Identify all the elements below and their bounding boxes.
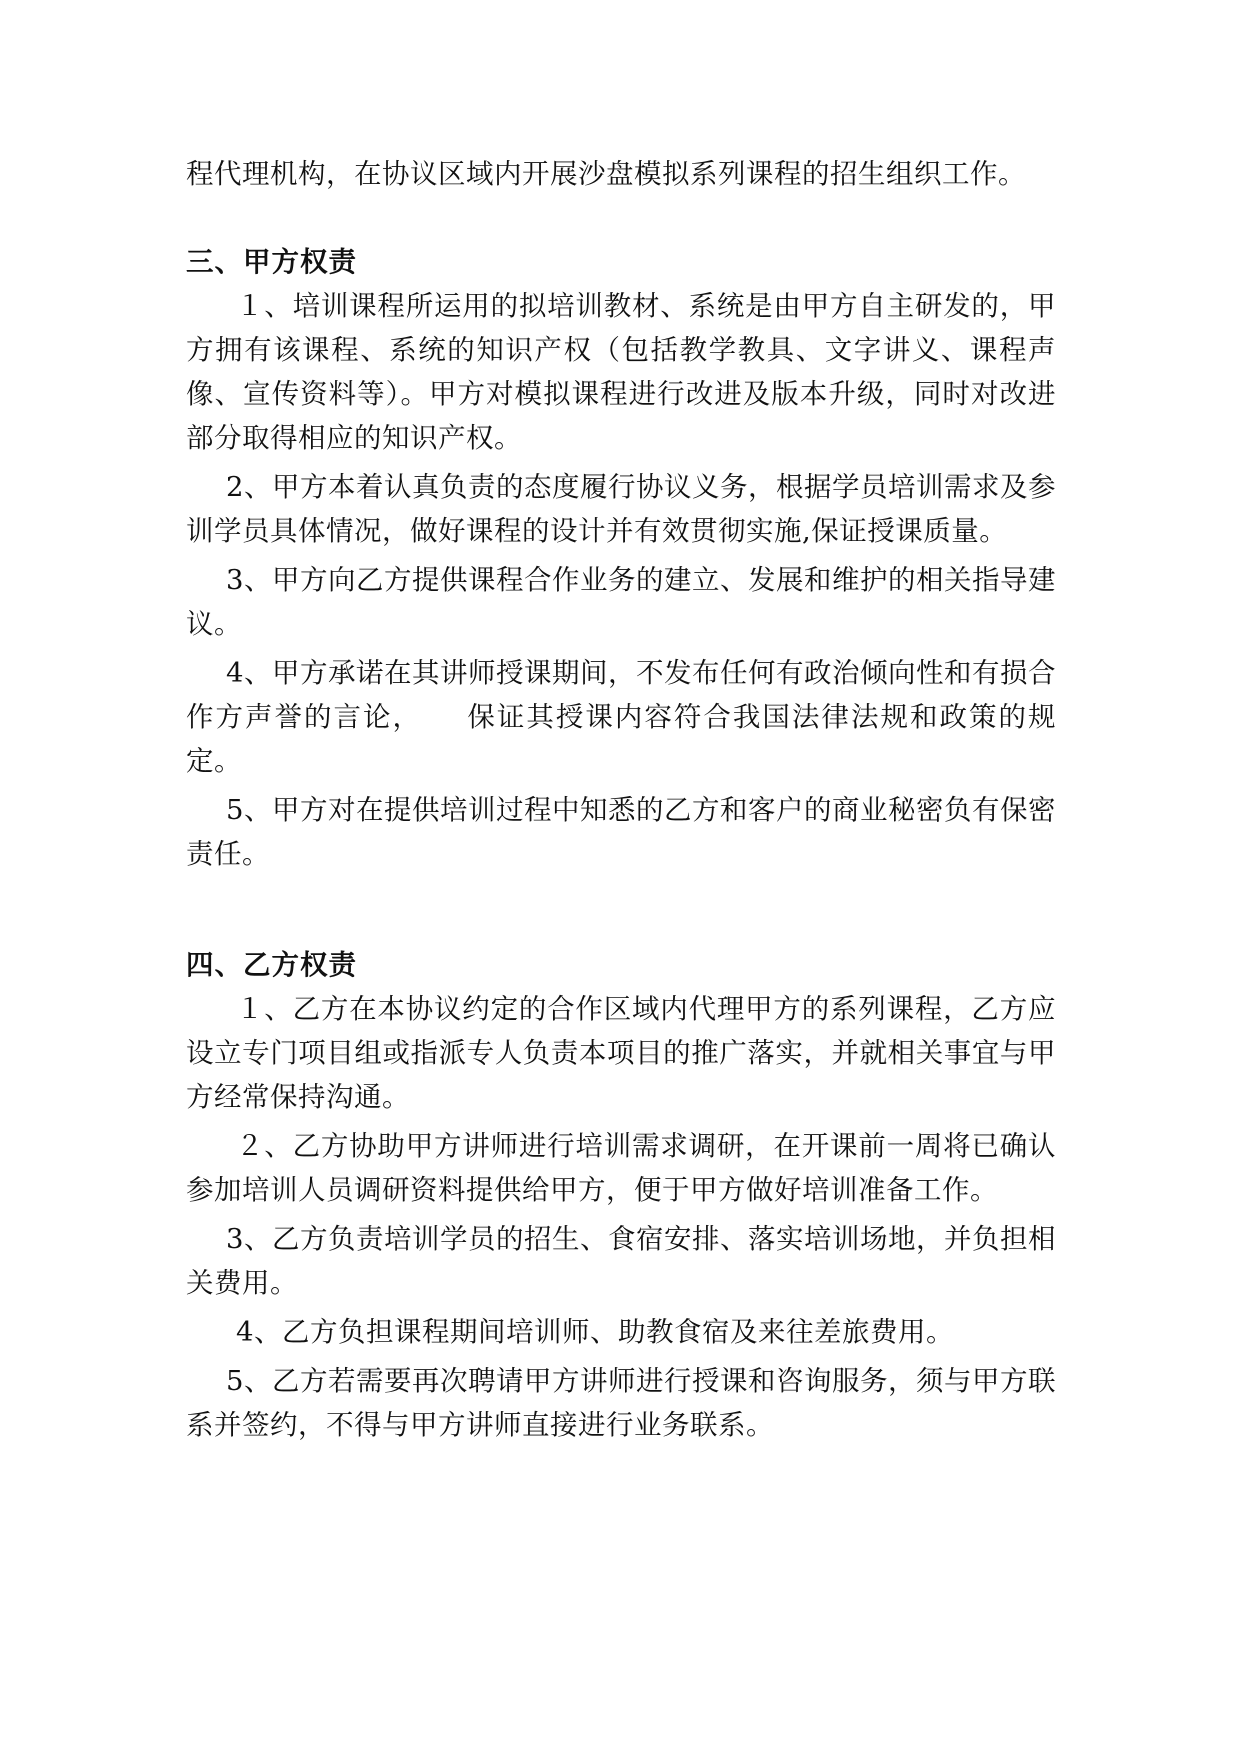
intro-line: 程代理机构，在协议区域内开展沙盘模拟系列课程的招生组织工作。 — [186, 158, 1026, 190]
section-3-item-1: １、培训课程所运用的拟培训教材、系统是由甲方自主研发的，甲方拥有该课程、系统的知识产权（包括教学教具、文字讲义、课程声像、宣传资料等）。甲方对模拟课程进行改进及版本升级，同时对改进部分取得相应的知识产权。 — [186, 290, 1056, 454]
section-4-heading: 四、乙方权责 — [186, 949, 357, 981]
section-3-item-3: 3、甲方向乙方提供课程合作业务的建立、发展和维护的相关指导建议。 — [186, 564, 1056, 640]
section-4-item-1: １、乙方在本协议约定的合作区域内代理甲方的系列课程，乙方应设立专门项目组或指派专人负责本项目的推广落实，并就相关事宜与甲方经常保持沟通。 — [186, 993, 1056, 1113]
section-3-item-5: 5、甲方对在提供培训过程中知悉的乙方和客户的商业秘密负有保密责任。 — [186, 794, 1056, 870]
section-4-item-3: 3、乙方负责培训学员的招生、食宿安排、落实培训场地，并负担相关费用。 — [186, 1223, 1056, 1299]
section-gap — [186, 881, 1056, 943]
section-3-item-4: 4、甲方承诺在其讲师授课期间，不发布任何有政治倾向性和有损合作方声誉的言论， 保证其授课内容符合我国法律法规和政策的规定。 — [186, 657, 1056, 777]
section-4-item-4: 4、乙方负担课程期间培训师、助教食宿及来往差旅费用。 — [236, 1316, 954, 1348]
section-4-item-2: ２、乙方协助甲方讲师进行培训需求调研，在开课前一周将已确认参加培训人员调研资料提供给甲方，便于甲方做好培训准备工作。 — [186, 1130, 1056, 1206]
section-gap — [186, 196, 1056, 240]
document-body — [186, 152, 1056, 1452]
section-4-item-5: 5、乙方若需要再次聘请甲方讲师进行授课和咨询服务，须与甲方联系并签约，不得与甲方讲师直接进行业务联系。 — [186, 1365, 1056, 1441]
section-3-heading: 三、甲方权责 — [186, 246, 357, 278]
section-3-item-2: 2、甲方本着认真负责的态度履行协议义务，根据学员培训需求及参训学员具体情况，做好课程的设计并有效贯彻实施,保证授课质量。 — [186, 471, 1056, 547]
